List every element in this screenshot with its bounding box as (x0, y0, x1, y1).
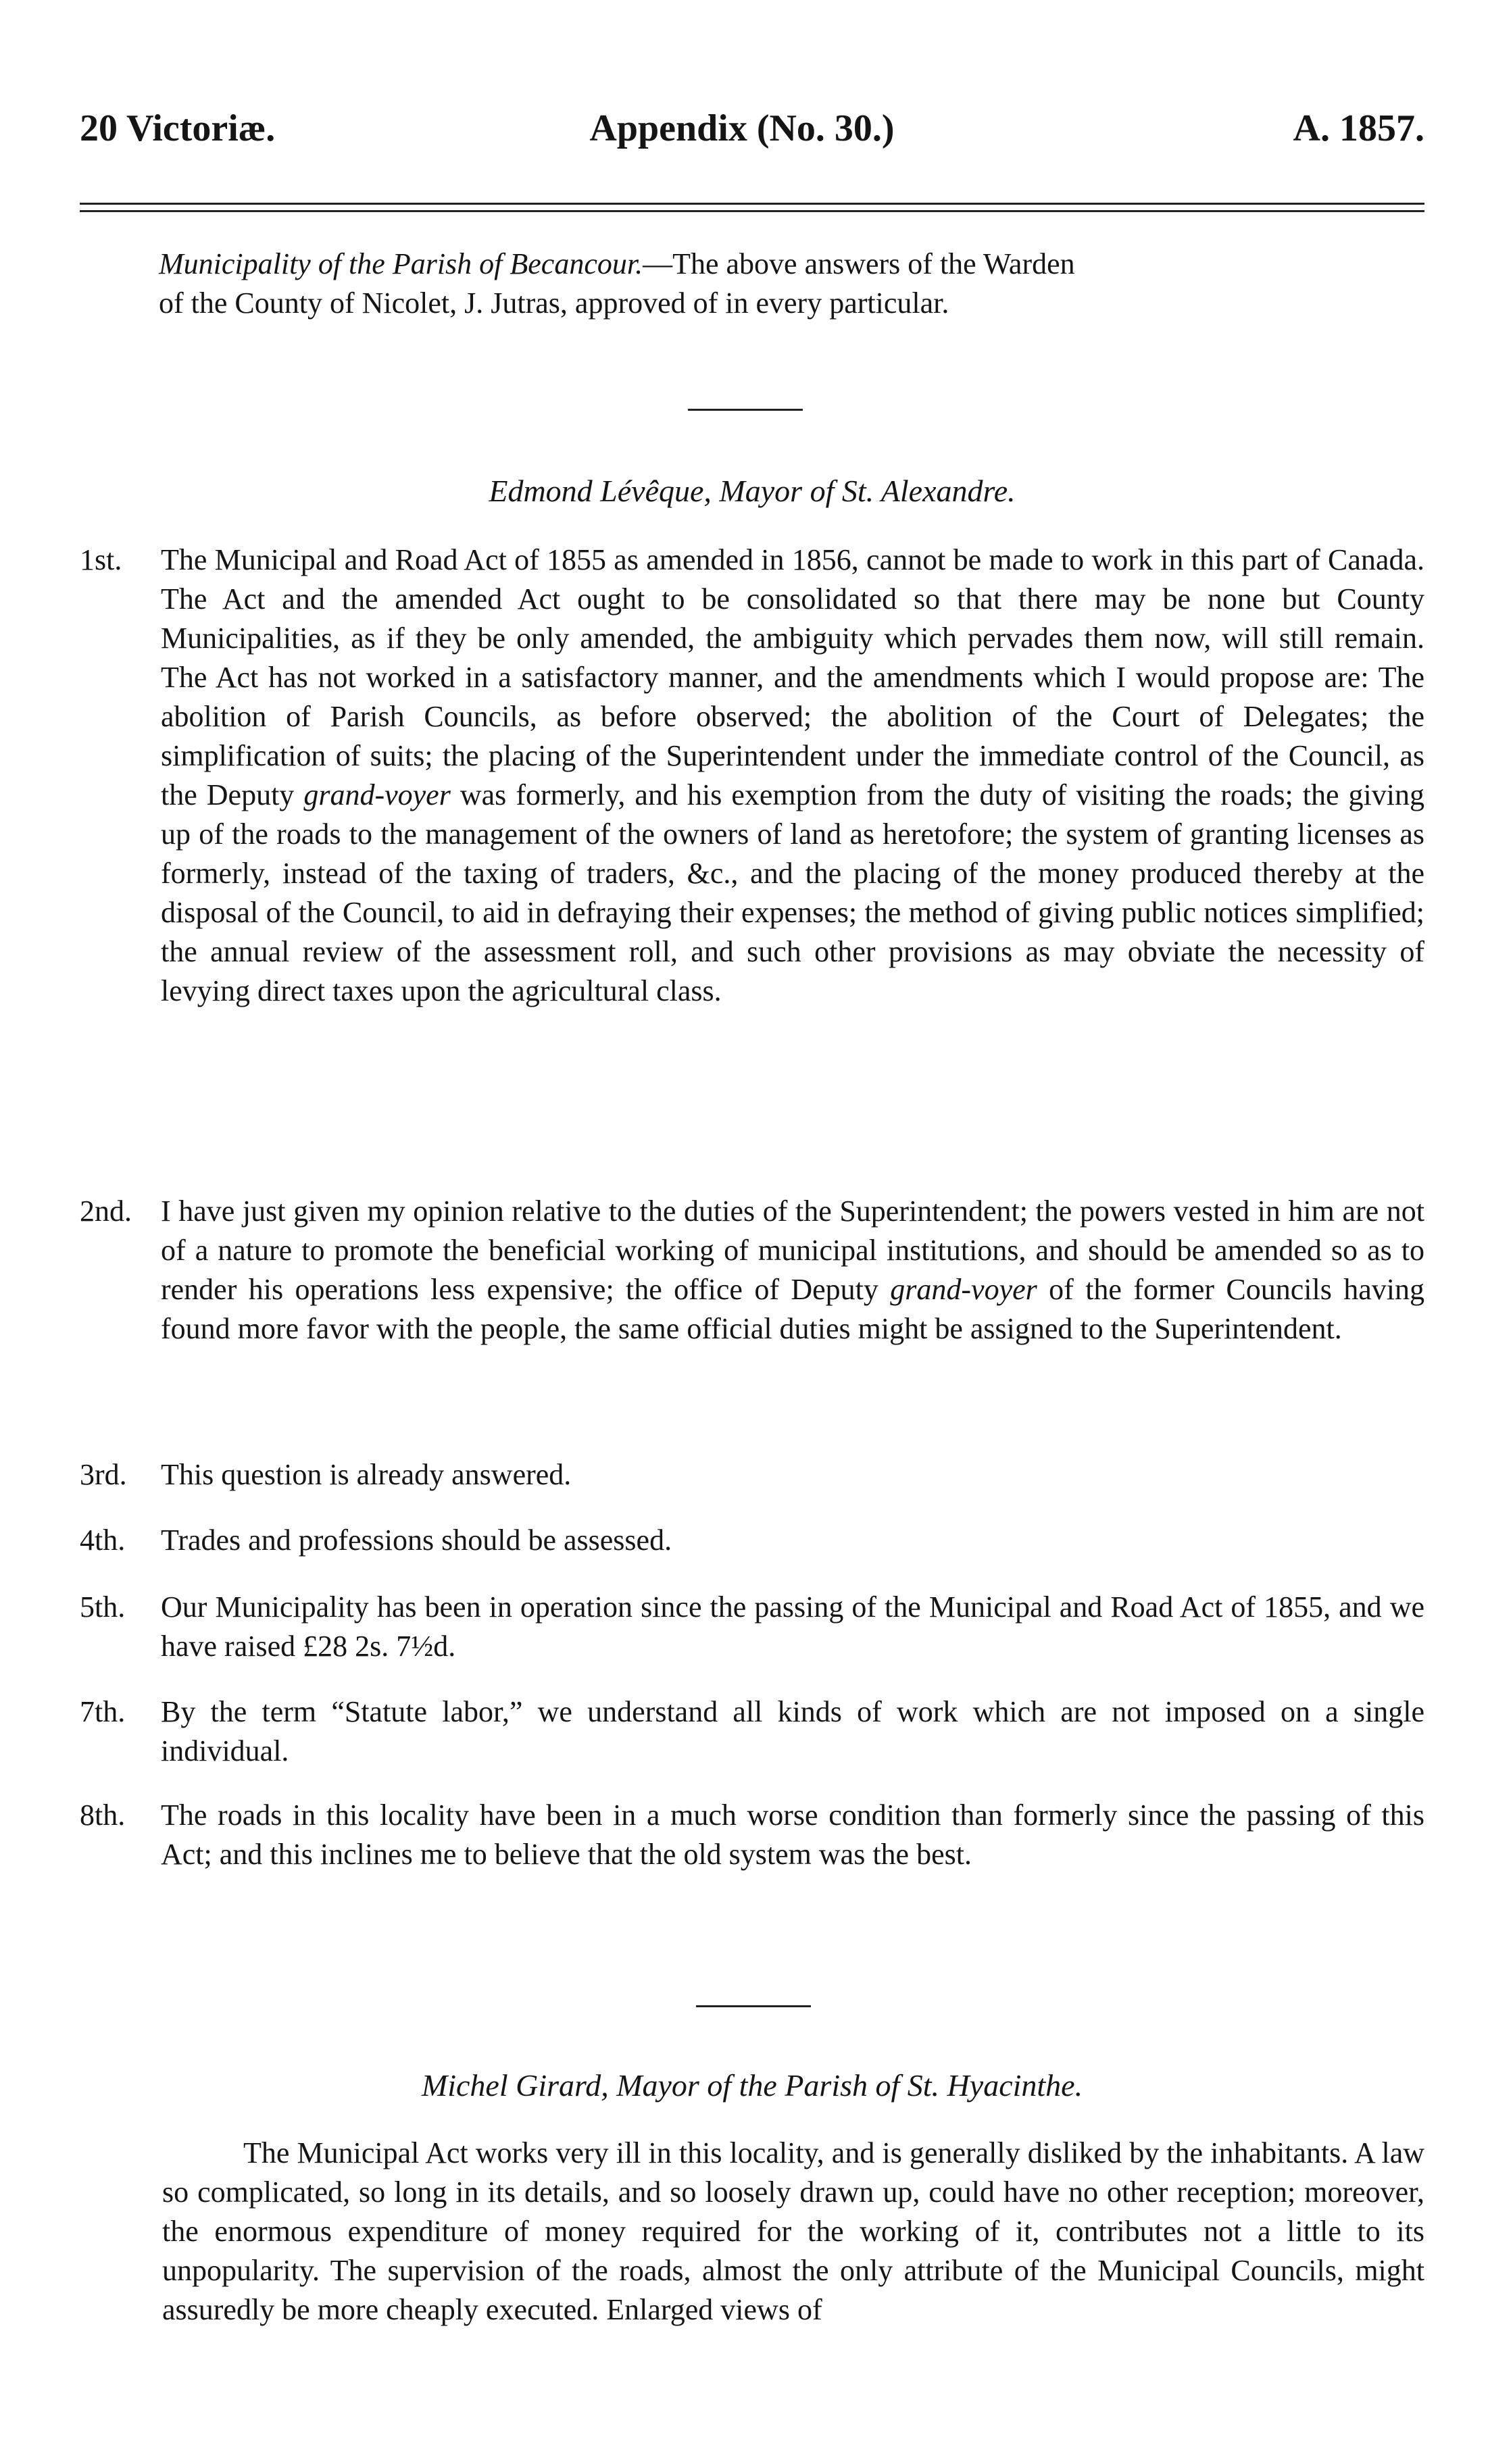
italic-term: grand-voyer (890, 1273, 1037, 1306)
answer-item (80, 1521, 1424, 1560)
section-divider (688, 409, 803, 411)
intro-paragraph (159, 245, 1422, 323)
italic-term: grand-voyer (303, 778, 451, 811)
answer-number: 4th. (80, 1524, 126, 1557)
answer-text: This question is already answered. (161, 1458, 572, 1491)
page-bottom-mask (0, 2378, 1488, 2464)
answer-item (80, 1455, 1424, 1494)
answer-text: By the term “Statute labor,” we understand all kinds of work which are not imposed on a single individual. (161, 1695, 1424, 1767)
header-double-rule (80, 203, 1424, 212)
intro-municipality: Municipality of the Parish of Becancour. (159, 247, 643, 280)
answer-number: 2nd. (80, 1195, 132, 1228)
girard-paragraph: The Municipal Act works very ill in this locality, and is generally disliked by the inhabitants. A law so complicated, so long in its details, and so loosely drawn up, could have no other reception; moreover, the enormous expenditure of money required for the working of it, contributes not a little to its unpopularity. The supervision of the roads, almost the only attribute of the Municipal Councils, might assuredly be more cheaply executed. Enlarged views of (162, 2136, 1424, 2326)
answer-number: 5th. (80, 1590, 126, 1624)
header-year: A. 1857. (1293, 107, 1424, 149)
answer-item (80, 1192, 1424, 1349)
answer-text: Our Municipality has been in operation since the passing of the Municipal and Road Act of 1855, and we have raised £28 2s. 7½d. (161, 1590, 1424, 1663)
intro-continuation: of the County of Nicolet, J. Jutras, approved of in every particular. (159, 286, 949, 320)
answer-number: 8th. (80, 1799, 126, 1832)
running-head (80, 107, 1424, 161)
header-session: 20 Victoriæ. (80, 107, 276, 149)
answer-item (80, 1796, 1424, 1874)
header-appendix: Appendix (No. 30.) (589, 107, 895, 149)
answer-item (80, 1588, 1424, 1666)
section-divider (696, 2005, 811, 2007)
answer-item (80, 540, 1424, 1011)
answer-text: The roads in this locality have been in a much worse condition than formerly since the passing of this Act; and this inclines me to believe that the old system was the best. (161, 1799, 1424, 1871)
answer-text: I have just given my opinion relative to the duties of the Superintendent; the powers vested in him are not of a nature to promote the beneficial working of municipal institutions, and should be amended so as to render his operations less expensive; the office of Deputy grand-voyer of the former Councils having found more favor with the people, the same official duties might be assigned to the Superintendent. (161, 1195, 1424, 1345)
answer-number: 1st. (80, 543, 122, 576)
answer-text: The Municipal and Road Act of 1855 as amended in 1856, cannot be made to work in this part of Canada. The Act and the amended Act ought to be consolidated so that there may be none but County Municipalities, as if they be only amended, the ambiguity which pervades them now, will still remain. The Act has not worked in a satisfactory manner, and the amendments which I would propose are: The abolition of Parish Councils, as before observed; the abolition of the Court of Delegates; the simplification of suits; the placing of the Superintendent under the immediate control of the Council, as the Deputy grand-voyer was formerly, and his exemption from the duty of visiting the roads; the giving up of the roads to the management of the owners of land as heretofore; the system of granting licenses as formerly, instead of the taxing of traders, &c., and the placing of the money produced thereby at the disposal of the Council, to aid in defraying their expenses; the method of giving public notices simplified; the annual review of the assessment roll, and such other provisions as may obviate the necessity of levying direct taxes upon the agricultural class. (161, 543, 1424, 1007)
section-heading-girard: Michel Girard, Mayor of the Parish of St. Hyacinthe. (421, 2068, 1083, 2103)
answer-number: 3rd. (80, 1458, 127, 1491)
answer-text: Trades and professions should be assessed. (161, 1524, 672, 1557)
answer-item (80, 1692, 1424, 1771)
section-heading-leveque: Edmond Lévêque, Mayor of St. Alexandre. (489, 474, 1016, 508)
answer-number: 7th. (80, 1695, 126, 1728)
intro-text: —The above answers of the Warden (643, 247, 1075, 280)
